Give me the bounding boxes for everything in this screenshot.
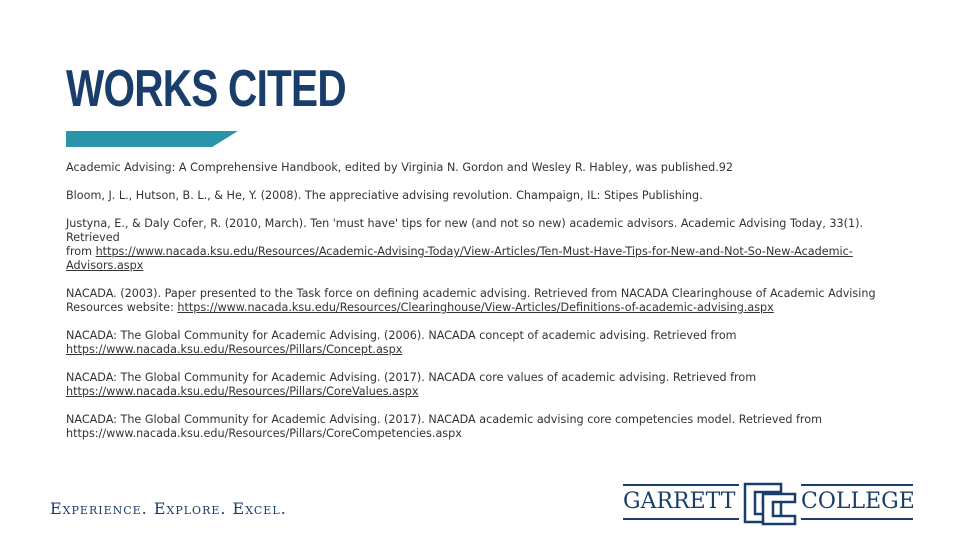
reference-text: NACADA: The Global Community for Academic Advising. (2006). NACADA concept of academic advising. Retrieved from bbox=[66, 329, 737, 342]
reference-item bbox=[66, 413, 906, 441]
reference-text: NACADA: The Global Community for Academic Advising. (2017). NACADA core values of academic advising. Retrieved from bbox=[66, 371, 757, 384]
logo-word-right: COLLEGE bbox=[801, 489, 915, 514]
tagline: Experience. Explore. Excel. bbox=[50, 499, 287, 518]
reference-item bbox=[66, 161, 906, 175]
references-list bbox=[66, 161, 906, 455]
reference-text: Academic Advising: A Comprehensive Handbook, edited by Virginia N. Gordon and Wesley R. Habley, was published.92 bbox=[66, 161, 733, 174]
reference-url: https://www.nacada.ksu.edu/Resources/Pillars/CoreCompetencies.aspx bbox=[66, 427, 462, 440]
logo-rule-bottom-left bbox=[623, 518, 739, 520]
reference-item bbox=[66, 217, 906, 273]
reference-link[interactable]: https://www.nacada.ksu.edu/Resources/Clearinghouse/View-Articles/Definitions-of-academic-advising.aspx bbox=[177, 301, 774, 314]
reference-text: Justyna, E., & Daly Cofer, R. (2010, March). Ten 'must have' tips for new (and not so new) academic advisors. Academic Advising Today, 33(1). Retrieved bbox=[66, 217, 864, 244]
reference-link[interactable]: https://www.nacada.ksu.edu/Resources/Pillars/Concept.aspx bbox=[66, 343, 403, 356]
reference-text: Bloom, J. L., Hutson, B. L., & He, Y. (2008). The appreciative advising revolution. Champaign, IL: Stipes Publishing. bbox=[66, 189, 703, 202]
logo-rule-top-left bbox=[623, 484, 739, 486]
reference-link-prefix: Resources website: bbox=[66, 301, 178, 314]
reference-item bbox=[66, 329, 906, 357]
logo-rule-bottom-right bbox=[801, 518, 913, 520]
reference-item bbox=[66, 189, 906, 203]
logo-word-left: GARRETT bbox=[623, 489, 736, 514]
reference-link[interactable]: https://www.nacada.ksu.edu/Resources/Academic-Advising-Today/View-Articles/Ten-Must-Have-Tips-for-New-and-Not-So-New-Academic-Advisors.aspx bbox=[66, 245, 853, 272]
reference-item bbox=[66, 371, 906, 399]
slide-title: WORKS CITED bbox=[66, 60, 346, 118]
logo-rule-top-right bbox=[801, 484, 913, 486]
title-accent-bar bbox=[66, 131, 238, 147]
reference-link-prefix: from bbox=[66, 245, 96, 258]
reference-text: NACADA. (2003). Paper presented to the Task force on defining academic advising. Retrieved from NACADA Clearinghouse of Academic Advising bbox=[66, 287, 876, 300]
reference-item bbox=[66, 287, 906, 315]
reference-link[interactable]: https://www.nacada.ksu.edu/Resources/Pillars/CoreValues.aspx bbox=[66, 385, 419, 398]
reference-text: NACADA: The Global Community for Academic Advising. (2017). NACADA academic advising core competencies model. Retrieved from bbox=[66, 413, 823, 426]
garrett-college-logo bbox=[623, 480, 913, 526]
gc-monogram-icon bbox=[741, 480, 799, 526]
